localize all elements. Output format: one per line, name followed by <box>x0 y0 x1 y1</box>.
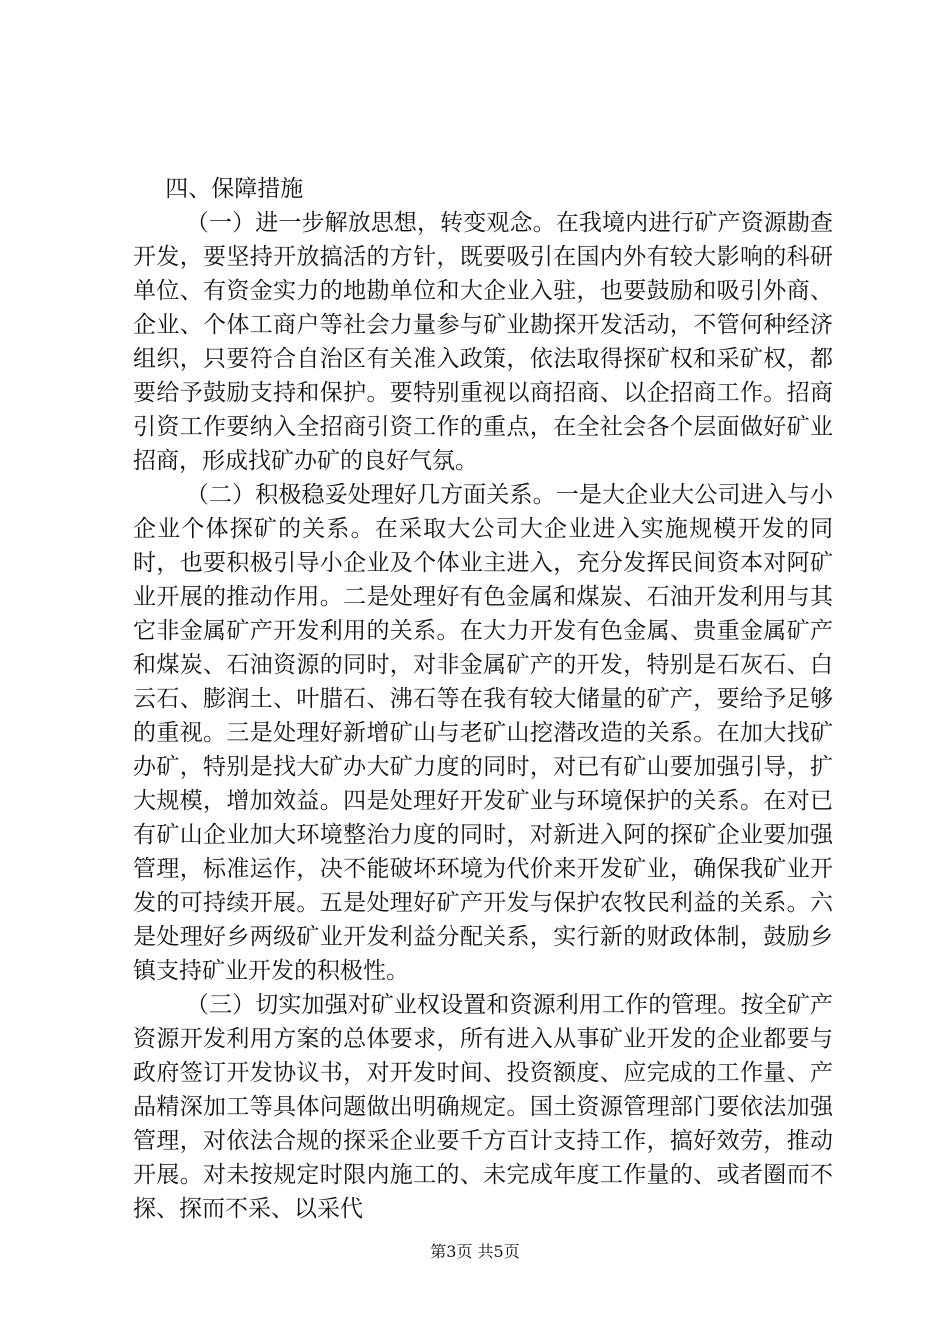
page-number-footer: 第3页 共5页 <box>430 1242 520 1261</box>
paragraph-3: （三）切实加强对矿业权设置和资源利用工作的管理。按全矿产资源开发利用方案的总体要求，所有进入从事矿业开发的企业都要与政府签订开发协议书，对开发时间、投资额度、应完成的工作量、产品精深加工等具体问题做出明确规定。国土资源管理部门要依法加强管理，对依法合规的探采企业要千方百计支持工作，搞好效劳，推动开展。对未按规定时限内施工的、未完成年度工作量的、或者圈而不探、探而不采、以采代 <box>133 992 833 1222</box>
paragraph-1: （一）进一步解放思想，转变观念。在我境内进行矿产资源勘查开发，要坚持开放搞活的方针，既要吸引在国内外有较大影响的科研单位、有资金实力的地勘单位和大企业入驻，也要鼓励和吸引外商、企业、个体工商户等社会力量参与矿业勘探开发活动，不管何种经济组织，只要符合自治区有关准入政策，依法取得探矿权和采矿权，都要给予鼓励支持和保护。要特别重视以商招商、以企招商工作。招商引资工作要纳入全招商引资工作的重点，在全社会各个层面做好矿业招商，形成找矿办矿的良好气氛。 <box>133 210 833 474</box>
document-body <box>133 172 833 1226</box>
paragraph-2: （二）积极稳妥处理好几方面关系。一是大企业大公司进入与小企业个体探矿的关系。在采取大公司大企业进入实施规模开发的同时，也要积极引导小企业及个体业主进入，充分发挥民间资本对阿矿业开展的推动作用。二是处理好有色金属和煤炭、石油开发利用与其它非金属矿产开发利用的关系。在大力开发有色金属、贵重金属矿产和煤炭、石油资源的同时，对非金属矿产的开发，特别是石灰石、白云石、膨润土、叶腊石、沸石等在我有较大储量的矿产，要给予足够的重视。三是处理好新增矿山与老矿山挖潜改造的关系。在加大找矿办矿，特别是找大矿办大矿力度的同时，对已有矿山要加强引导，扩大规模，增加效益。四是处理好开发矿业与环境保护的关系。在对已有矿山企业加大环境整治力度的同时，对新进入阿的探矿企业要加强管理，标准运作，决不能破坏环境为代价来开发矿业，确保我矿业开发的可持续开展。五是处理好矿产开发与保护农牧民利益的关系。六是处理好乡两级矿业开发利益分配关系，实行新的财政体制，鼓励乡镇支持矿业开发的积极性。 <box>133 482 833 984</box>
section-heading: 四、保障措施 <box>165 176 304 202</box>
